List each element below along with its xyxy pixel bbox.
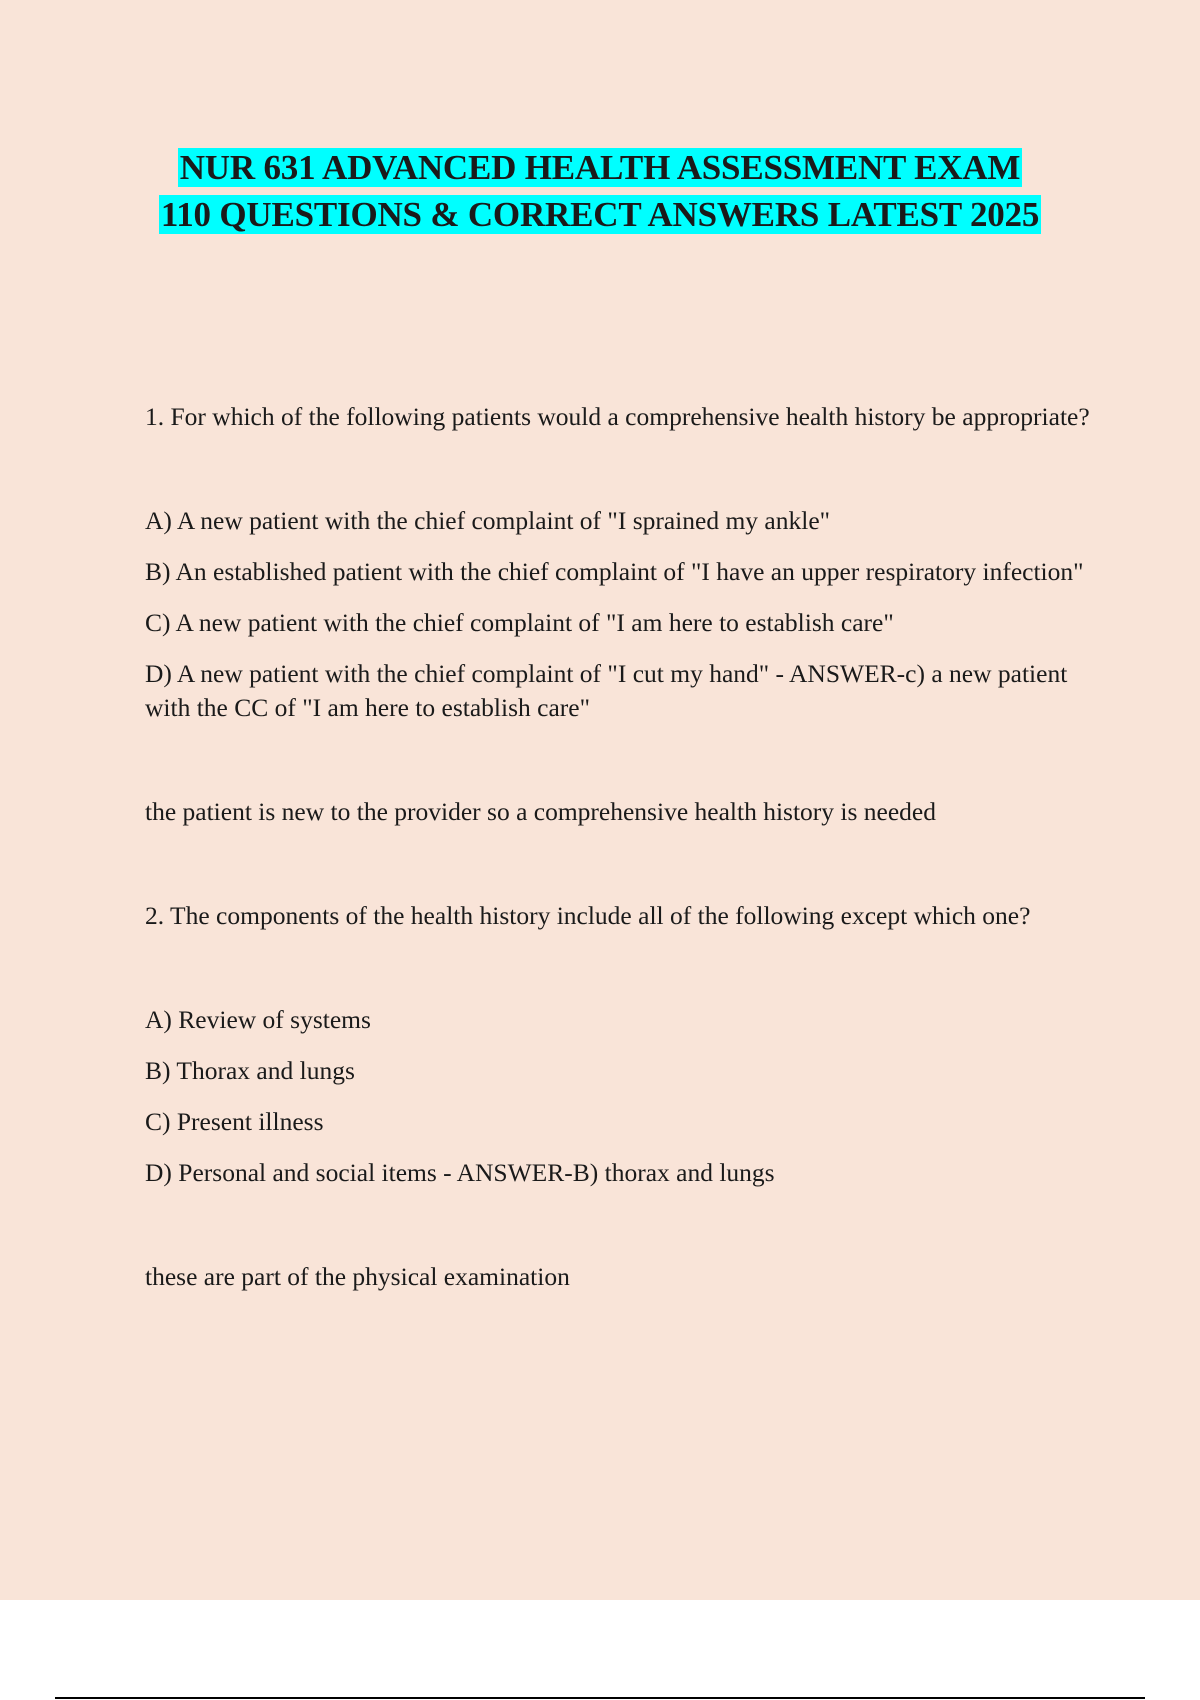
question-block-2 [145,899,1095,1294]
title-line-1: NUR 631 ADVANCED HEALTH ASSESSMENT EXAM [179,148,1021,187]
question-text: 2. The components of the health history include all of the following except which one? [145,901,1031,930]
answer-option-a: A) A new patient with the chief complaint of "I sprained my ankle" [145,506,831,535]
answer-option-d: D) Personal and social items - ANSWER-B) thorax and lungs [145,1158,775,1187]
answer-option-c: C) A new patient with the chief complaint of "I am here to establish care" [145,608,894,637]
question-block-1 [145,400,1095,829]
answer-options [145,504,1095,725]
answer-explanation: these are part of the physical examination [145,1262,570,1291]
answer-option-b: B) Thorax and lungs [145,1056,355,1085]
title-line-2: 110 QUESTIONS & CORRECT ANSWERS LATEST 2025 [160,195,1040,234]
footer-divider [55,1697,1145,1699]
answer-option-c: C) Present illness [145,1107,324,1136]
answer-option-b: B) An established patient with the chief complaint of "I have an upper respiratory infection" [145,557,1084,586]
question-text: 1. For which of the following patients would a comprehensive health history be appropriate? [145,402,1090,431]
answer-options [145,1003,1095,1190]
document-title [0,144,1200,238]
answer-option-a: A) Review of systems [145,1005,371,1034]
question-list [145,400,1095,1364]
answer-option-d: D) A new patient with the chief complaint of "I cut my hand" - ANSWER-c) a new patient with the CC of "I am here to establish care" [145,659,1068,722]
answer-explanation: the patient is new to the provider so a comprehensive health history is needed [145,797,936,826]
